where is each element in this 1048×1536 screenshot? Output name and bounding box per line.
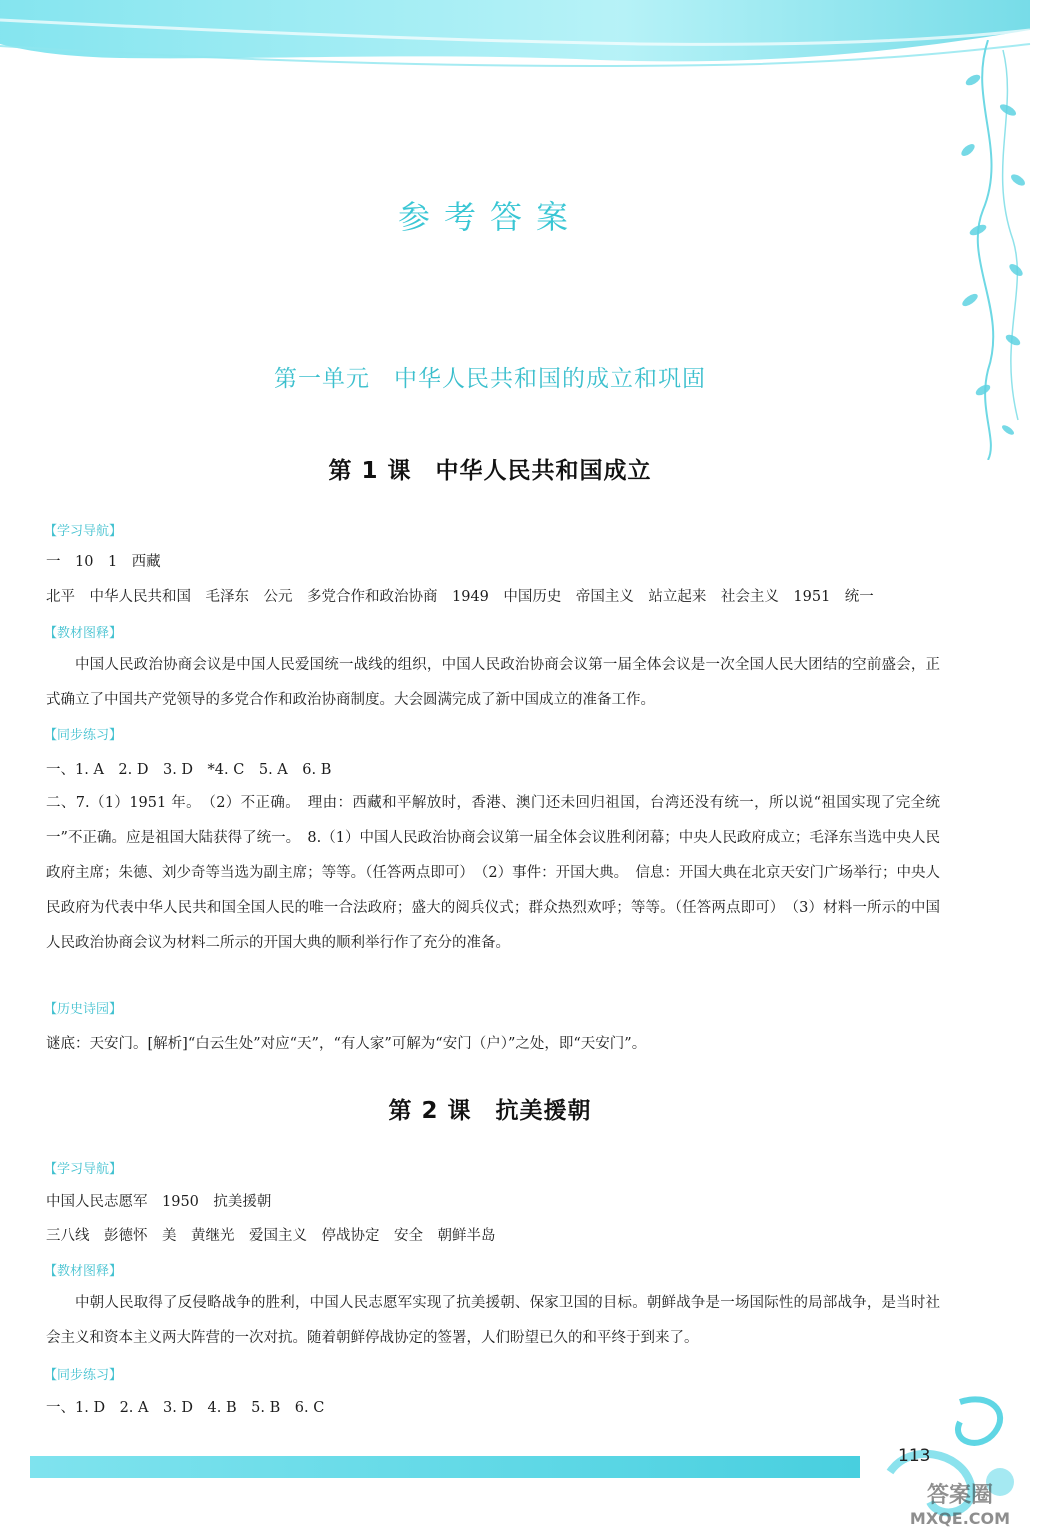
- lesson-2-guide-line-1: 中国人民志愿军 1950 抗美援朝: [46, 1194, 272, 1210]
- unit-title: 第一单元 中华人民共和国的成立和巩固: [274, 366, 706, 392]
- bottom-decorative-band: [30, 1456, 860, 1478]
- top-decorative-band: [0, 0, 1048, 80]
- lesson-1-title: 第 1 课 中华人民共和国成立: [328, 458, 652, 484]
- watermark-logo: [880, 1480, 1040, 1530]
- lesson-2-guide-line-2: 三八线 彭德怀 美 黄继光 爱国主义 停战协定 安全 朝鲜半岛: [46, 1228, 496, 1244]
- lesson-2-title: 第 2 课 抗美援朝: [388, 1098, 592, 1124]
- lesson-1-guide-line-1: 一 10 1 西藏: [46, 554, 161, 570]
- lesson-2-practice-line-1: 一、1. D 2. A 3. D 4. B 5. B 6. C: [46, 1400, 325, 1416]
- svg-text:答案圈: 答案圈: [926, 1483, 994, 1508]
- svg-text:MXQE.COM: MXQE.COM: [909, 1509, 1011, 1528]
- page-title: 参考答案: [397, 198, 582, 236]
- lesson-2-textbook-paragraph: 中朝人民取得了反侵略战争的胜利，中国人民志愿军实现了抗美援朝、保家卫国的目标。朝鲜战争是一场国际性的局部战争，是当时社会主义和资本主义两大阵营的一次对抗。随着朝鲜停战协定的签署，人们盼望已久的和平终于到来了。: [46, 1295, 940, 1346]
- lesson-1-practice-line-1: 一、1. A 2. D 3. D *4. C 5. A 6. B: [46, 762, 332, 778]
- page-number: 113: [898, 1446, 931, 1466]
- lesson-1-practice-tag: 【同步练习】: [44, 728, 123, 743]
- lesson-1-textbook-paragraph: 中国人民政治协商会议是中国人民爱国统一战线的组织，中国人民政治协商会议第一届全体会议是一次全国人民大团结的空前盛会，正式确立了中国共产党领导的多党合作和政治协商制度。大会圆满完成了新中国成立的准备工作。: [46, 657, 940, 708]
- vine-decoration: [928, 40, 1038, 460]
- lesson-1-poem-tag: 【历史诗园】: [44, 1002, 123, 1017]
- lesson-1-poem-line: 谜底：天安门。[解析]“白云生处”对应“天”，“有人家”可解为“安门（户）”之处，即“天安门”。: [46, 1036, 647, 1052]
- lesson-1-guide-line-2: 北平 中华人民共和国 毛泽东 公元 多党合作和政治协商 1949 中国历史 帝国主义 站立起来 社会主义 1951 统一: [46, 589, 874, 605]
- lesson-1-guide-tag: 【学习导航】: [44, 524, 123, 539]
- lesson-2-guide-tag: 【学习导航】: [44, 1162, 123, 1177]
- lesson-1-textbook-tag: 【教材图释】: [44, 626, 123, 641]
- lesson-1-practice-paragraph-2: 二、7.（1）1951 年。 （2）不正确。 理由：西藏和平解放时，香港、澳门还未回归祖国，台湾还没有统一，所以说“祖国实现了完全统一”不正确。应是祖国大陆获得了统一。 8.（1）中国人民政治协商会议第一届全体会议胜利闭幕；中央人民政府成立；毛泽东当选中央人民政府主席；朱德、刘少奇等当选为副主席；等等。（任答两点即可） （2）事件：开国大典。 信息：开国大典在北京天安门广场举行；中央人民政府为代表中华人民共和国全国人民的唯一合法政府；盛大的阅兵仪式；群众热烈欢呼；等等。（任答两点即可） （3）材料一所示的中国人民政治协商会议为材料二所示的开国大典的顺利举行作了充分的准备。: [46, 795, 940, 951]
- lesson-2-practice-tag: 【同步练习】: [44, 1368, 123, 1383]
- lesson-2-textbook-tag: 【教材图释】: [44, 1264, 123, 1279]
